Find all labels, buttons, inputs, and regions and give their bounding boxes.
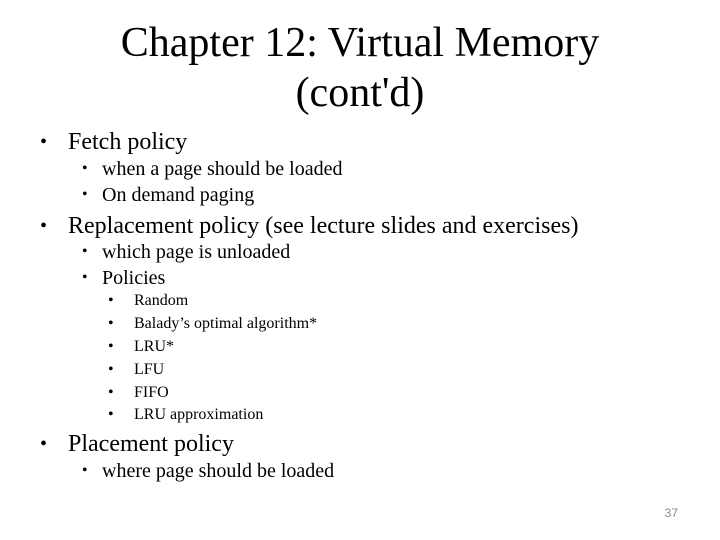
- bullet-dot-icon: •: [108, 315, 114, 332]
- policy-text: Random: [134, 292, 189, 309]
- bullet-replacement-policy: [40, 212, 579, 240]
- title-line-1: Chapter 12: Virtual Memory: [120, 20, 600, 66]
- slide-title: [60, 18, 660, 118]
- bullet-dot-icon: •: [82, 243, 88, 260]
- bullet-text: Placement policy: [68, 431, 234, 457]
- bullet-text: Fetch policy: [68, 129, 188, 155]
- title-line-2: (cont'd): [295, 70, 425, 116]
- bullet-dot-icon: •: [40, 131, 48, 153]
- policy-item-lfu: [108, 360, 165, 380]
- policy-text: FIFO: [134, 384, 169, 401]
- policy-text: LFU: [134, 361, 165, 378]
- sub-bullet-text: which page is unloaded: [102, 241, 291, 263]
- sub-bullet-text: On demand paging: [102, 184, 255, 206]
- sub-bullet-where-loaded: [82, 459, 335, 483]
- sub-bullet-policies: [82, 266, 166, 290]
- sub-bullet-text: Policies: [102, 267, 166, 289]
- bullet-dot-icon: •: [82, 269, 88, 286]
- bullet-dot-icon: •: [40, 215, 48, 237]
- bullet-dot-icon: •: [108, 361, 114, 378]
- page-number: 37: [664, 506, 678, 520]
- bullet-fetch-policy: [40, 128, 188, 156]
- bullet-dot-icon: •: [82, 160, 88, 177]
- bullet-dot-icon: •: [108, 292, 114, 309]
- policy-item-lru-approx: [108, 405, 264, 425]
- policy-item-balady: [108, 314, 318, 334]
- policy-text: Balady’s optimal algorithm*: [134, 315, 318, 332]
- sub-bullet-text: when a page should be loaded: [102, 158, 343, 180]
- bullet-text: Replacement policy (see lecture slides and exercises): [68, 213, 579, 239]
- bullet-dot-icon: •: [40, 433, 48, 455]
- sub-bullet-on-demand: [82, 183, 255, 207]
- bullet-placement-policy: [40, 430, 234, 458]
- bullet-dot-icon: •: [82, 186, 88, 203]
- policy-text: LRU approximation: [134, 406, 264, 423]
- bullet-dot-icon: •: [108, 406, 114, 423]
- bullet-dot-icon: •: [108, 384, 114, 401]
- sub-bullet-which-page: [82, 240, 291, 264]
- bullet-dot-icon: •: [108, 338, 114, 355]
- policy-item-lru: [108, 337, 174, 357]
- policy-text: LRU*: [134, 338, 174, 355]
- sub-bullet-when-loaded: [82, 157, 343, 181]
- policy-item-fifo: [108, 383, 169, 403]
- policy-item-random: [108, 291, 189, 311]
- bullet-dot-icon: •: [82, 462, 88, 479]
- sub-bullet-text: where page should be loaded: [102, 460, 335, 482]
